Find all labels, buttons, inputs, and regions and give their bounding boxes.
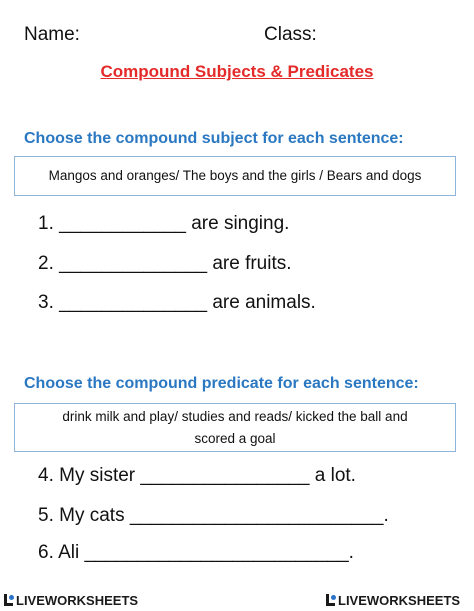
subject-item-2: 2. ______________ are fruits. xyxy=(38,253,292,274)
name-label: Name: xyxy=(24,24,80,45)
liveworksheets-icon xyxy=(4,594,14,606)
worksheet-title: Compound Subjects & Predicates xyxy=(100,62,374,81)
predicate-item-6: 6. Ali _________________________. xyxy=(38,542,354,563)
subject-instruction: Choose the compound subject for each sentence: xyxy=(24,130,404,147)
subject-options-box xyxy=(14,156,456,196)
subject-item-1: 1. ____________ are singing. xyxy=(38,213,290,234)
liveworksheets-logo-left: LIVEWORKSHEETS xyxy=(4,593,138,608)
subject-item-3: 3. ______________ are animals. xyxy=(38,292,316,313)
predicate-options-line-1: drink milk and play/ studies and reads/ kicked the ball and xyxy=(62,409,408,424)
predicate-options-line-2: scored a goal xyxy=(194,431,276,446)
predicate-item-4: 4. My sister ________________ a lot. xyxy=(38,465,356,486)
predicate-instruction: Choose the compound predicate for each sentence: xyxy=(24,375,419,392)
class-label: Class: xyxy=(264,24,317,45)
subject-options-text: Mangos and oranges/ The boys and the girls / Bears and dogs xyxy=(48,168,422,183)
predicate-options-box xyxy=(14,403,456,452)
liveworksheets-icon xyxy=(326,594,336,606)
liveworksheets-logo-right: LIVEWORKSHEETS xyxy=(326,593,460,608)
predicate-item-5: 5. My cats ________________________. xyxy=(38,505,389,526)
